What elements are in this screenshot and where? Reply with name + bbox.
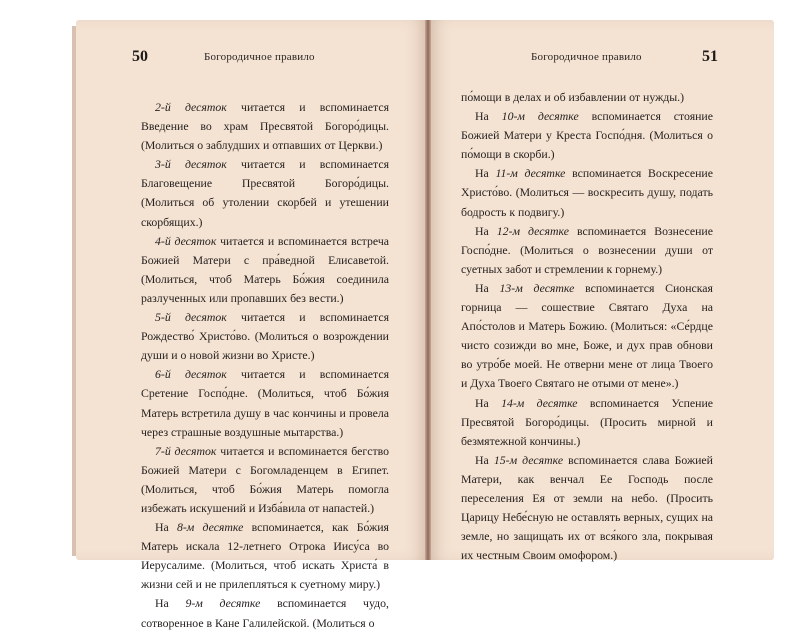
- left-page-header: [76, 48, 428, 68]
- decade-label: 8-м десятке: [176, 520, 244, 535]
- decade-label: 7-й десяток: [155, 443, 217, 458]
- paragraph: 5-й десяток читается и вспоминается Рождество́ Христо́во. (Молиться о возрождении души и о новой жизни во Христе.): [141, 310, 389, 363]
- continuation-line: по́мощи в делах и об избавлении от нужды.): [461, 90, 685, 104]
- left-page-number: 50: [132, 48, 148, 65]
- decade-label: 14-м десятке: [501, 395, 578, 410]
- left-running-title: Богородичное правило: [204, 51, 315, 63]
- paragraph: На 8-м десятке вспоминается, как Бо́жия Матерь искала 12-летнего Отрока Иису́са во Иерусалиме. (Молиться, чтоб искать Христа́ в жизни сей и не прилепляться к суетному миру.): [141, 520, 389, 592]
- decade-label: 2-й десяток: [155, 100, 227, 114]
- right-page: [428, 20, 774, 563]
- paragraph: 6-й десяток читается и вспоминается Сретение Госпо́дне. (Молиться, чтоб Бо́жия Матерь встретила душу в час кончины и провела через страшные воздушные мытарства.): [141, 367, 389, 439]
- right-running-title: Богородичное правило: [531, 51, 642, 63]
- paragraph: 4-й десяток читается и вспоминается встреча Божией Матери с пра́ведной Елисаветой. (Молиться, чтоб Матерь Бо́жия соединила разлученных или пропавших без вести.): [141, 233, 389, 305]
- right-page-text: [461, 88, 713, 565]
- paragraph: На 11-м десятке вспоминается Воскресение Христо́во. (Молиться — воскресить душу, подать бодрость к подвигу.): [461, 166, 713, 219]
- decade-label: 10-м десятке: [501, 109, 579, 124]
- decade-label: 3-й десяток: [155, 157, 227, 172]
- paragraph: На 14-м десятке вспоминается Успение Пресвятой Богоро́дицы. (Просить мирной и безмятежной кончины.): [461, 395, 713, 448]
- page-edge: [72, 26, 76, 556]
- left-page: [76, 20, 428, 630]
- open-book: [76, 20, 774, 630]
- decade-label: 5-й десяток: [155, 310, 227, 325]
- decade-label: 13-м десятке: [499, 280, 575, 295]
- decade-label: 15-м десятке: [493, 452, 564, 467]
- paragraph: 7-й десяток читается и вспоминается бегство Божией Матери с Богомладенцем в Египет. (Молиться, чтоб Бо́жия Матерь помогла избежать искушений и Изба́вила от напастей.): [141, 443, 389, 515]
- decade-label: 4-й десяток: [155, 233, 217, 248]
- paragraph: На 15-м десятке вспоминается слава Божией Матери, как венчал Ее Господь после переселения Ея от земли на небо. (Просить Царицу Небе́сную не оставлять верных, сущих на земле, но защищать их от вся́кого зла, покрывая их честным Своим омофором.): [461, 452, 713, 563]
- decade-label: 6-й десяток: [155, 367, 227, 382]
- decade-label: 9-м десятке: [185, 596, 261, 611]
- left-page-text: [141, 98, 389, 633]
- paragraph: На 13-м десятке вспоминается Сионская горница — сошествие Святаго Духа на Апо́столов и Матерь Божию. (Молиться: «Се́рдце чисто созижди во мне, Боже, и дух прав обнови во утро́бе моей. Не отверни мене от лица Твоего и Духа Твоего Святаго не отыми от мене».): [461, 280, 713, 391]
- paragraph: 2-й десяток читается и вспоминается Введение во храм Пресвятой Богоро́дицы. (Молиться о заблудших и отпавших от Церкви.): [141, 100, 389, 153]
- paragraph: 3-й десяток читается и вспоминается Благовещение Пресвятой Богоро́дицы. (Молиться об утолении скорбей и утешении скорбящих.): [141, 157, 389, 229]
- book-gutter: [425, 20, 431, 560]
- decade-label: 12-м десятке: [496, 223, 569, 238]
- right-page-number: 51: [702, 48, 718, 65]
- decade-label: 11-м десятке: [495, 166, 566, 181]
- paragraph: На 10-м десятке вспоминается стояние Божией Матери у Креста Госпо́дня. (Молиться о по́мощи в скорби.): [461, 109, 713, 162]
- right-page-header: [428, 48, 774, 68]
- paragraph: На 12-м десятке вспоминается Вознесение Госпо́дне. (Молиться о вознесении души от суетных забот и стремлении к горнему.): [461, 223, 713, 276]
- paragraph: На 9-м десятке вспоминается чудо, сотворенное в Кане Галилейской. (Молиться о: [141, 596, 389, 630]
